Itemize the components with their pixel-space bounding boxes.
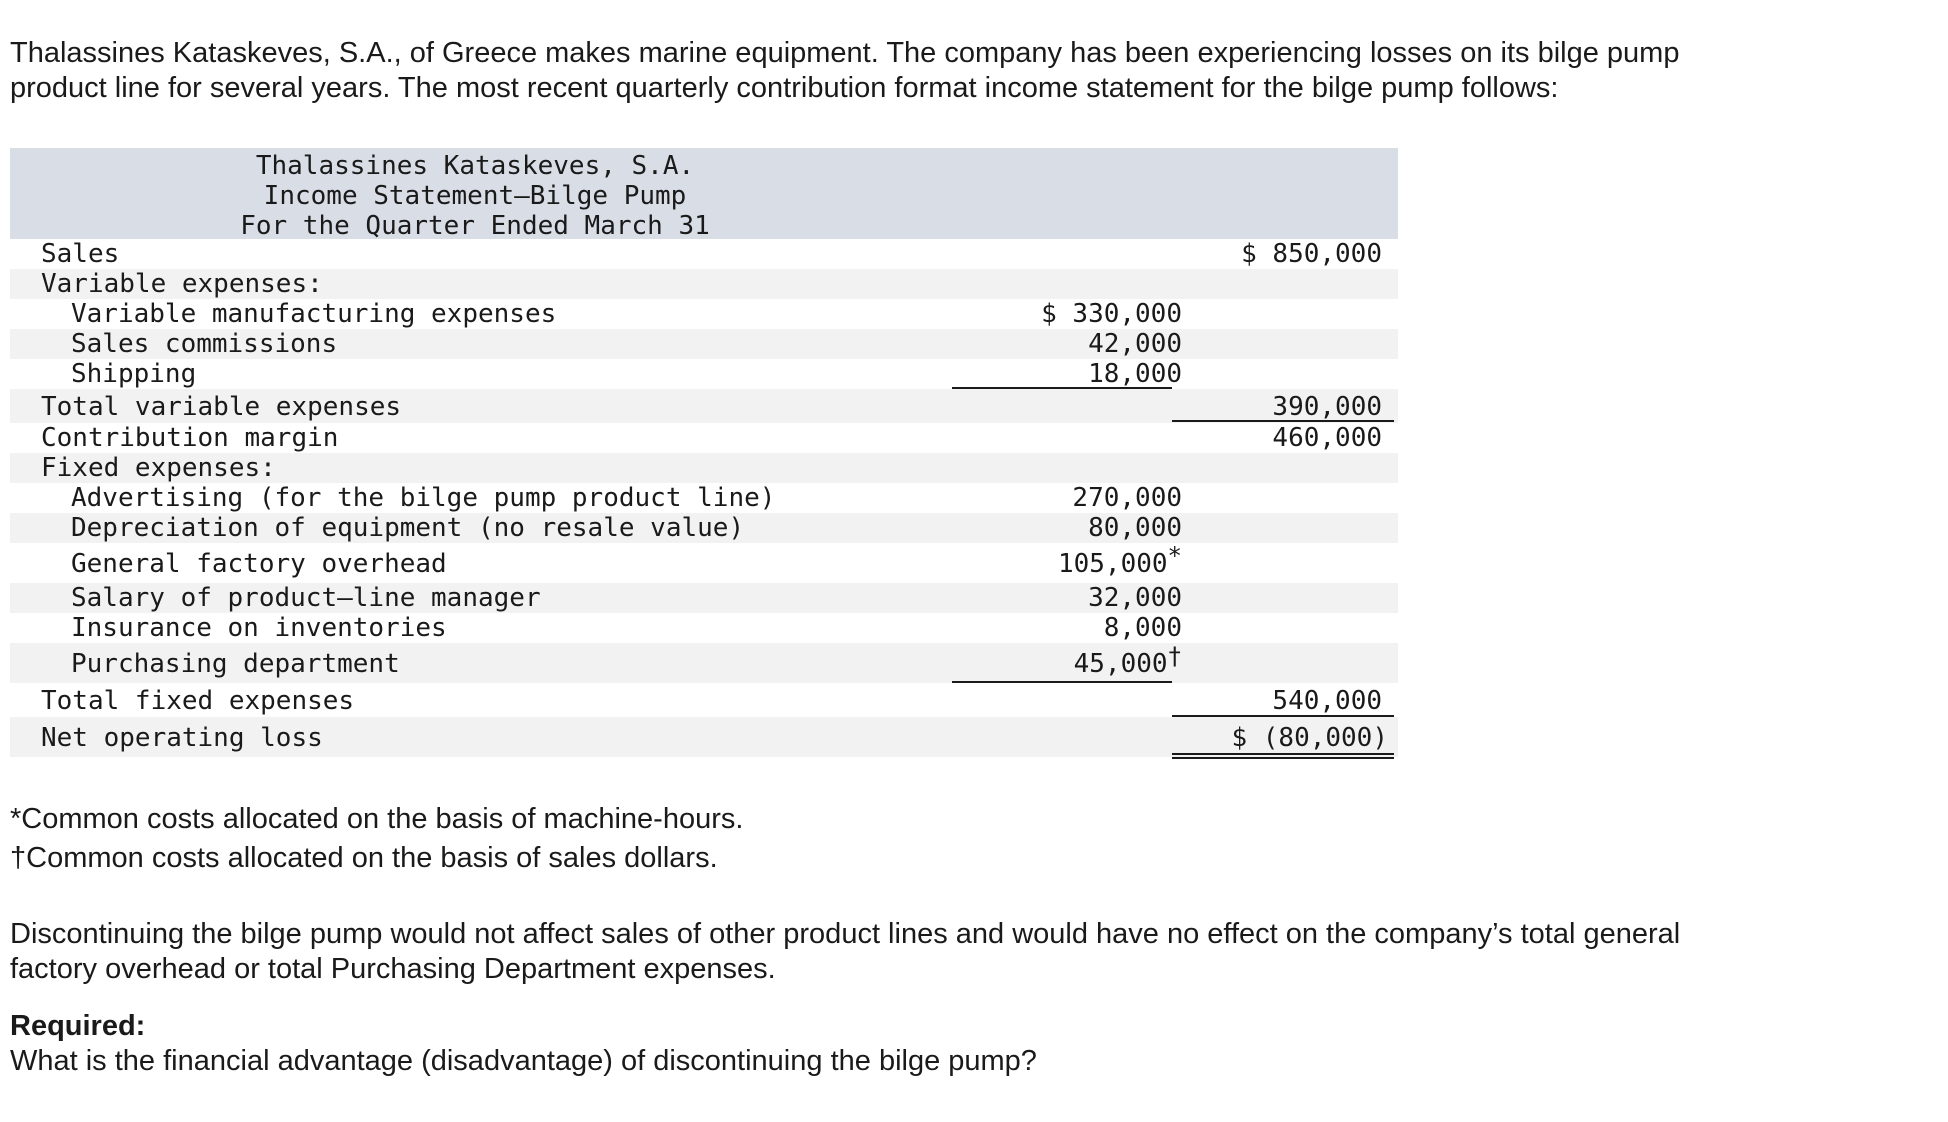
sales-row (10, 239, 1398, 269)
variable-row (10, 299, 1398, 329)
fixed-item-amount: 80,000 (1088, 513, 1182, 543)
statement-company: Thalassines Kataskeves, S.A. (255, 151, 695, 181)
fixed-item-label: Depreciation of equipment (no resale value) (71, 513, 745, 543)
fixed-row (10, 513, 1398, 543)
dagger-footnote-marker: † (1167, 642, 1182, 670)
fixed-item-value: 45,000 (1073, 649, 1168, 679)
fixed-item-label: Advertising (for the bilge pump product line) (71, 483, 776, 513)
variable-item-label: Shipping (71, 359, 197, 389)
footnote-asterisk: *Common costs allocated on the basis of machine-hours. (10, 803, 744, 835)
variable-item-label: Variable manufacturing expenses (71, 299, 557, 329)
variable-item-amount: $ 330,000 (1041, 299, 1182, 329)
asterisk-footnote-marker: * (1167, 542, 1182, 570)
fixed-item-amount: 8,000 (1103, 613, 1182, 643)
statement-title: Income Statement—Bilge Pump (263, 181, 687, 211)
variable-item-amount: 42,000 (1088, 329, 1182, 359)
fixed-item-label: Salary of product—line manager (71, 583, 541, 613)
intro-line-1: Thalassines Kataskeves, S.A., of Greece makes marine equipment. The company has been experiencing losses on its bilge pump (10, 37, 1680, 69)
fixed-item-value: 105,000 (1057, 549, 1168, 579)
total-underline (1172, 420, 1394, 422)
variable-heading: Variable expenses: (41, 269, 323, 299)
total-fixed-row (10, 683, 1398, 717)
variable-heading-row (10, 269, 1398, 299)
variable-item-label: Sales commissions (71, 329, 338, 359)
fixed-item-label: Insurance on inventories (71, 613, 447, 643)
contribution-amount: 460,000 (1272, 423, 1382, 453)
intro-paragraph (10, 36, 1910, 106)
fixed-item-label: General factory overhead (71, 549, 447, 579)
discontinue-paragraph (10, 917, 1910, 1079)
net-loss-label: Net operating loss (41, 723, 323, 753)
intro-line-2: product line for several years. The most recent quarterly contribution format income statement for the bilge pump follows: (10, 72, 1559, 104)
contribution-label: Contribution margin (41, 423, 339, 453)
discontinue-line-1: Discontinuing the bilge pump would not affect sales of other product lines and would have no effect on the company’s total general (10, 918, 1681, 950)
fixed-item-amount (952, 543, 1182, 585)
total-fixed-amount: 540,000 (1272, 686, 1382, 716)
total-variable-label: Total variable expenses (41, 392, 402, 422)
fixed-heading: Fixed expenses: (41, 453, 276, 483)
income-statement-table (10, 148, 1398, 757)
fixed-heading-row (10, 453, 1398, 483)
sales-label: Sales (41, 239, 120, 269)
fixed-row (10, 543, 1398, 583)
footnotes (10, 800, 1910, 878)
fixed-item-amount (952, 643, 1182, 685)
fixed-item-amount: 270,000 (1072, 483, 1182, 513)
variable-row (10, 359, 1398, 389)
required-label: Required: (10, 1010, 146, 1042)
fixed-item-amount: 32,000 (1088, 583, 1182, 613)
contribution-row (10, 423, 1398, 453)
fixed-row (10, 583, 1398, 613)
total-variable-amount: 390,000 (1272, 392, 1382, 422)
fixed-row (10, 483, 1398, 513)
fixed-row (10, 613, 1398, 643)
double-underline (1172, 753, 1394, 759)
net-loss-row (10, 717, 1398, 757)
discontinue-line-2: factory overhead or total Purchasing Department expenses. (10, 953, 776, 985)
required-question: What is the financial advantage (disadvantage) of discontinuing the bilge pump? (10, 1045, 1037, 1077)
footnote-dagger: †Common costs allocated on the basis of sales dollars. (10, 842, 718, 874)
net-loss-amount: $ (80,000) (1231, 723, 1388, 753)
total-fixed-label: Total fixed expenses (41, 686, 355, 716)
fixed-item-label: Purchasing department (71, 649, 400, 679)
variable-row (10, 329, 1398, 359)
statement-header (10, 148, 1398, 239)
statement-period: For the Quarter Ended March 31 (240, 211, 710, 241)
variable-item-amount: 18,000 (1088, 359, 1182, 389)
fixed-row (10, 643, 1398, 683)
paragraph-spacer (10, 987, 1910, 1009)
total-variable-row (10, 389, 1398, 423)
sales-total: $ 850,000 (1241, 239, 1382, 269)
